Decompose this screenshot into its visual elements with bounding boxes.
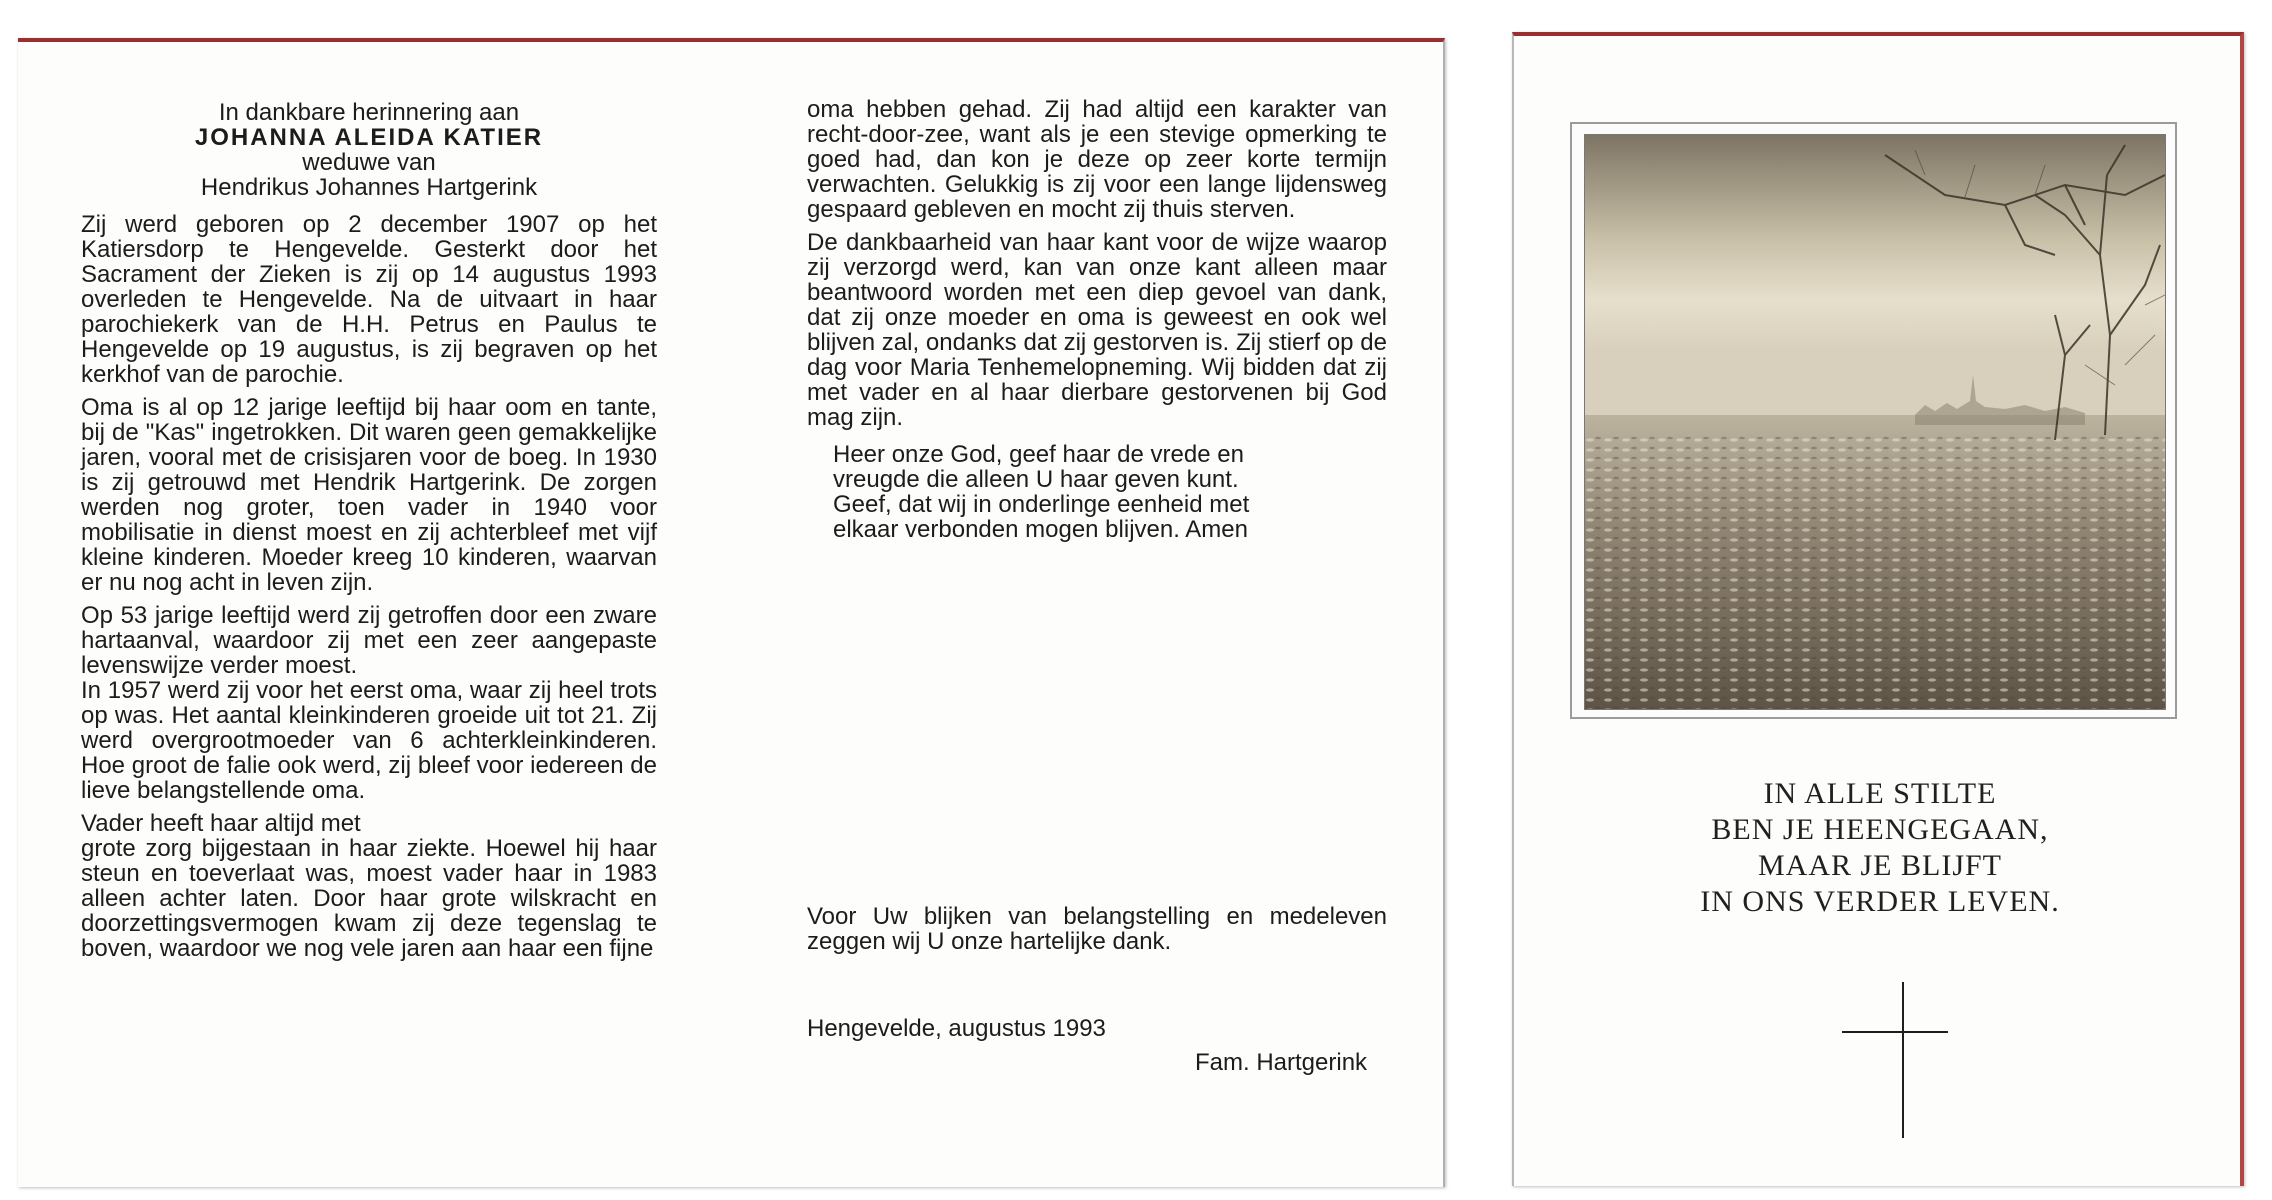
verse-line: MAAR JE BLIJFT	[1757, 849, 2003, 882]
prayer-line: Heer onze God, geef haar de vrede en	[833, 441, 1244, 468]
left-text-column	[81, 100, 657, 961]
place-date: Hengevelde, augustus 1993	[807, 1015, 1106, 1042]
cross-icon	[1840, 980, 1950, 1140]
prayer-line: Geef, dat wij in onderlinge eenheid met	[833, 491, 1250, 518]
verse-line: IN ONS VERDER LEVEN.	[1700, 885, 2060, 918]
family-signature: Fam. Hartgerink	[1195, 1049, 1368, 1076]
deceased-name: JOHANNA ALEIDA KATIER	[194, 124, 544, 151]
prayer	[833, 442, 1387, 542]
verse-line: BEN JE HEENGEGAAN,	[1711, 813, 2049, 846]
paragraph-gratitude: De dankbaarheid van haar kant voor de wijze waarop zij verzorgd werd, kan van onze kant alleen maar beantwoord worden met een diep gevoel van dank, dat zij onze moeder en oma is geweest en ook wel blijven zal, ondanks dat zij gestorven is. Zij stierf op de dag voor Maria Tenhemelopneming. Wij bidden dat zij met vader en al haar dierbare gestorvenen bij God mag zijn.	[807, 229, 1387, 431]
verse-line: IN ALLE STILTE	[1763, 777, 1997, 810]
heading-widow-of: weduwe van	[302, 149, 436, 176]
spouse-name: Hendrikus Johannes Hartgerink	[200, 174, 538, 201]
paragraph-heart-attack: Op 53 jarige leeftijd werd zij getroffen door een zware hartaanval, waardoor zij met een zeer aangepaste levenswijze verder moest.	[81, 602, 657, 679]
right-text-column	[807, 97, 1387, 542]
paragraph-grandchildren: In 1957 werd zij voor het eerst oma, waar zij heel trots op was. Het aantal kleinkinderen groeide uit tot 21. Zij werd overgrootmoeder van 6 achterkleinkinderen. Hoe groot de falie ook werd, zij bleef voor iedereen de lieve belangstellende oma.	[81, 677, 657, 804]
paragraph-birth-death: Zij werd geboren op 2 december 1907 op het Katiersdorp te Hengevelde. Gesterkt door het Sacrament der Zieken is zij op 14 augustus 1993 overleden te Hengevelde. Na de uitvaart in haar parochiekerk van de H.H. Petrus en Paulus te Hengevelde op 19 augustus, is zij begraven op het kerkhof van de parochie.	[81, 211, 657, 388]
paragraph-father-care: grote zorg bijgestaan in haar ziekte. Hoewel hij haar steun en toeverlaat was, moest vader haar in 1983 alleen achter laten. Door haar grote wilskracht en doorzettingsvermogen kwam zij deze tegenslag te boven, waardoor we nog vele jaren aan haar een fijne	[81, 835, 657, 962]
memorial-verse	[1620, 776, 2140, 920]
prayer-line: vreugde die alleen U haar geven kunt.	[833, 466, 1239, 493]
paragraph-father-intro: Vader heeft haar altijd met	[81, 810, 361, 837]
prayer-line: elkaar verbonden mogen blijven. Amen	[833, 516, 1248, 543]
paragraph-youth: Oma is al op 12 jarige leeftijd bij haar oom en tante, bij de "Kas" ingetrokken. Dit waren geen gemakkelijke jaren, vooral met de crisisjaren voor de boeg. In 1930 is zij getrouwd met Hendrik Hartgerink. De zorgen werden nog groter, toen vader in 1940 voor mobilisatie in dienst moest en zij achterbleef met vijf kleine kinderen. Moeder kreeg 10 kinderen, waarvan er nu nog acht in leven zijn.	[81, 394, 657, 596]
heading-dedication: In dankbare herinnering aan	[218, 99, 520, 126]
paragraph-character: oma hebben gehad. Zij had altijd een karakter van recht-door-zee, want als je een stevige opmerking te goed had, dan kon je deze op zeer korte termijn verwachten. Gelukkig is zij voor een lange lijdensweg gespaard gebleven en mocht zij thuis sterven.	[807, 96, 1387, 223]
thanks-note: Voor Uw blijken van belangstelling en medeleven zeggen wij U onze hartelijke dank.	[807, 903, 1387, 955]
landscape-photo	[1584, 134, 2166, 710]
